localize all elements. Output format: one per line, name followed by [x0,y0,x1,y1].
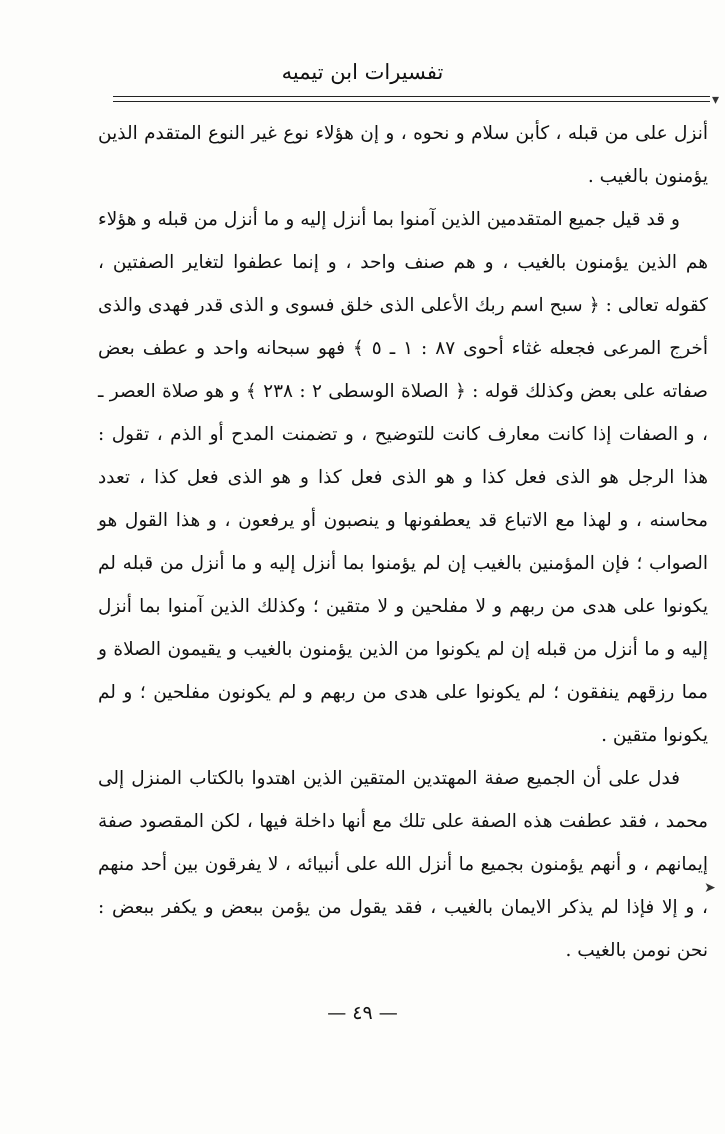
header-rule [113,96,710,97]
paragraph-continuation: أنزل على من قبله ، كأبن سلام و نحوه ، و إن هؤلاء نوع غير النوع المتقدم الذين يؤمنون بالغيب . [98,123,708,187]
paragraph: فدل على أن الجميع صفة المهتدين المتقين الذين اهتدوا بالكتاب المنزل إلى محمد ، فقد عطفت هذه الصفة على تلك مع أنها داخلة فيها ، لكن المقصود صفة إيمانهم ، و أنهم يؤمنون بجميع ما أنزل الله على أنبيائه ، لا يفرقون بين أحد منهم ، و إلا فإذا لم يذكر الايمان بالغيب ، فقد يقول من يؤمن ببعض و يكفر ببعض : نحن نومن بالغيب . [98,768,708,961]
page-number: — ٤٩ — [327,1002,398,1024]
running-title: تفسيرات ابن تيميه [281,60,444,84]
margin-mark: ▾ [712,92,720,108]
body-text [98,112,708,972]
paragraph: و قد قيل جميع المتقدمين الذين آمنوا بما أنزل إليه و ما أنزل من قبله و هؤلاء هم الذين يؤمنون بالغيب ، و هم صنف واحد ، و إنما عطفوا لتغاير الصفتين ، كقوله تعالى : ﴿ سبح اسم ربك الأعلى الذى خلق فسوى و الذى قدر فهدى والذى أخرج المرعى فجعله غثاء أحوى ٨٧ : ١ ـ ٥ ﴾ فهو سبحانه واحد و عطف بعض صفاته على بعض وكذلك قوله : ﴿ الصلاة الوسطى ٢ : ٢٣٨ ﴾ و هو صلاة العصر ـ ، و الصفات إذا كانت معارف كانت للتوضيح ، و تضمنت المدح أو الذم ، تقول : هذا الرجل هو الذى فعل كذا و هو الذى فعل كذا و هو الذى فعل كذا ، تعدد محاسنه ، و لهذا مع الاتباع قد يعطفونها و ينصبون أو يرفعون ، و هذا القول هو الصواب ؛ فإن المؤمنين بالغيب إن لم يؤمنوا بما أنزل إليه و ما أنزل من قبله لم يكونوا على هدى من ربهم و لا مفلحين و لا متقين ؛ وكذلك الذين آمنوا بما أنزل إليه و ما أنزل من قبله إن لم يكونوا من الذين يؤمنون بالغيب و يقيمون الصلاة و مما رزقهم ينفقون ؛ لم يكونوا على هدى من ربهم و لم يكونون مفلحين ؛ و لم يكونوا متقين . [98,209,708,746]
margin-mark: ➤ [704,880,716,896]
header-rule-thin [113,101,710,102]
